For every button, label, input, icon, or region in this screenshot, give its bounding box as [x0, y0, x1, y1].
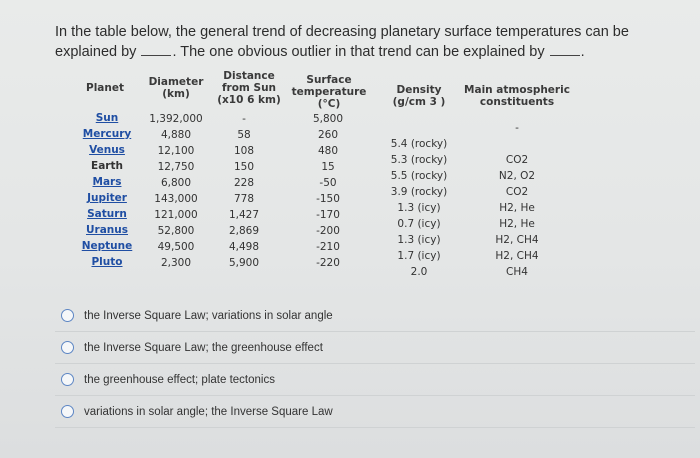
planet-cell: Earth: [91, 160, 123, 172]
option-1[interactable]: [55, 300, 695, 332]
question-part1: In the table below, the general trend of decreasing planetary surface temperatures can be explained by: [55, 24, 629, 60]
temperature-cell: -50: [319, 177, 337, 189]
question-part3: .: [580, 44, 585, 60]
atmosphere-cell: -: [515, 122, 519, 134]
distance-column: [214, 111, 274, 271]
distance-cell: 228: [233, 177, 255, 189]
planet-cell[interactable]: [80, 126, 134, 142]
temperature-cell: 5,800: [312, 113, 344, 125]
temperature-cell: -220: [316, 257, 340, 269]
planet-cell[interactable]: [80, 238, 134, 254]
temperature-cell: 480: [317, 145, 339, 157]
diameter-cell: 2,300: [160, 257, 192, 269]
diameter-cell: 52,800: [157, 225, 195, 237]
planet-link[interactable]: Pluto: [91, 256, 123, 268]
planet-link[interactable]: Venus: [89, 144, 125, 156]
distance-cell: 4,498: [228, 241, 260, 253]
density-cell: 1.3 (icy): [397, 234, 441, 246]
planet-cell[interactable]: [80, 190, 134, 206]
temperature-cell: 260: [317, 129, 339, 141]
radio-button[interactable]: [61, 341, 74, 354]
planet-column: [80, 110, 134, 270]
planet-cell[interactable]: [80, 174, 134, 190]
planet-table: [80, 70, 580, 280]
density-cell: 5.4 (rocky): [390, 138, 448, 150]
option-3[interactable]: [55, 364, 695, 396]
atmosphere-column: [462, 120, 572, 280]
diameter-cell: 143,000: [154, 193, 198, 205]
diameter-cell: 121,000: [154, 209, 198, 221]
answer-options: [55, 300, 695, 428]
planet-link[interactable]: Saturn: [87, 208, 127, 220]
diameter-cell: 4,880: [160, 129, 192, 141]
density-cell: 0.7 (icy): [397, 218, 441, 230]
distance-cell: -: [242, 113, 246, 125]
question-part2: . The one obvious outlier in that trend can be explained by: [172, 44, 545, 60]
radio-button[interactable]: [61, 405, 74, 418]
header-density: Density (g/cm 3 ): [392, 84, 446, 108]
option-label: the Inverse Square Law; the greenhouse effect: [84, 341, 323, 354]
header-distance: Distance from Sun (x10 6 km): [217, 70, 281, 106]
distance-cell: 2,869: [228, 225, 260, 237]
temperature-column: [288, 111, 368, 271]
atmosphere-cell: N2, O2: [498, 170, 536, 182]
question-text: [55, 22, 675, 62]
distance-cell: 108: [233, 145, 255, 157]
planet-cell[interactable]: [80, 142, 134, 158]
radio-button[interactable]: [61, 373, 74, 386]
diameter-cell: 12,750: [157, 161, 195, 173]
temperature-cell: -150: [316, 193, 340, 205]
blank-1: [141, 43, 171, 56]
option-label: the Inverse Square Law; variations in solar angle: [84, 309, 333, 322]
atmosphere-cell: H2, He: [499, 202, 535, 214]
diameter-cell: 49,500: [157, 241, 195, 253]
density-cell: 5.3 (rocky): [390, 154, 448, 166]
temperature-cell: -170: [316, 209, 340, 221]
temperature-cell: -200: [316, 225, 340, 237]
blank-2: [550, 43, 580, 56]
header-diameter: Diameter (km): [148, 76, 204, 100]
diameter-cell: 6,800: [160, 177, 192, 189]
distance-cell: 1,427: [228, 209, 260, 221]
atmosphere-cell: CH4: [506, 266, 528, 278]
density-cell: 2.0: [410, 266, 428, 278]
atmosphere-cell: H2, CH4: [495, 250, 539, 262]
option-2[interactable]: [55, 332, 695, 364]
planet-link[interactable]: Neptune: [81, 240, 133, 252]
distance-cell: 5,900: [228, 257, 260, 269]
planet-cell[interactable]: [80, 254, 134, 270]
density-cell: 5.5 (rocky): [390, 170, 448, 182]
atmosphere-cell: CO2: [505, 154, 529, 166]
atmosphere-cell: H2, CH4: [495, 234, 539, 246]
atmosphere-cell: [462, 136, 572, 152]
density-column: [380, 136, 458, 280]
header-planet: Planet: [86, 82, 124, 94]
planet-link[interactable]: Sun: [95, 112, 119, 124]
option-label: the greenhouse effect; plate tectonics: [84, 373, 275, 386]
planet-link[interactable]: Mars: [92, 176, 122, 188]
distance-cell: 150: [233, 161, 255, 173]
atmosphere-cell: H2, He: [499, 218, 535, 230]
density-cell: 1.3 (icy): [397, 202, 441, 214]
planet-cell[interactable]: [80, 206, 134, 222]
planet-cell[interactable]: [80, 222, 134, 238]
distance-cell: 58: [237, 129, 251, 141]
option-label: variations in solar angle; the Inverse Square Law: [84, 405, 333, 418]
diameter-cell: 12,100: [157, 145, 195, 157]
temperature-cell: 15: [321, 161, 335, 173]
atmosphere-cell: CO2: [505, 186, 529, 198]
option-4[interactable]: [55, 396, 695, 428]
diameter-cell: 1,392,000: [149, 113, 203, 125]
planet-link[interactable]: Jupiter: [87, 192, 127, 204]
distance-cell: 778: [233, 193, 255, 205]
planet-cell[interactable]: [80, 110, 134, 126]
planet-link[interactable]: Uranus: [86, 224, 128, 236]
header-atmosphere: Main atmospheric constituents: [464, 84, 570, 108]
header-temperature: Surface temperature (°C): [291, 74, 367, 110]
temperature-cell: -210: [316, 241, 340, 253]
radio-button[interactable]: [61, 309, 74, 322]
diameter-column: [142, 111, 210, 271]
planet-link[interactable]: Mercury: [82, 128, 132, 140]
density-cell: 1.7 (icy): [397, 250, 441, 262]
density-cell: 3.9 (rocky): [390, 186, 448, 198]
